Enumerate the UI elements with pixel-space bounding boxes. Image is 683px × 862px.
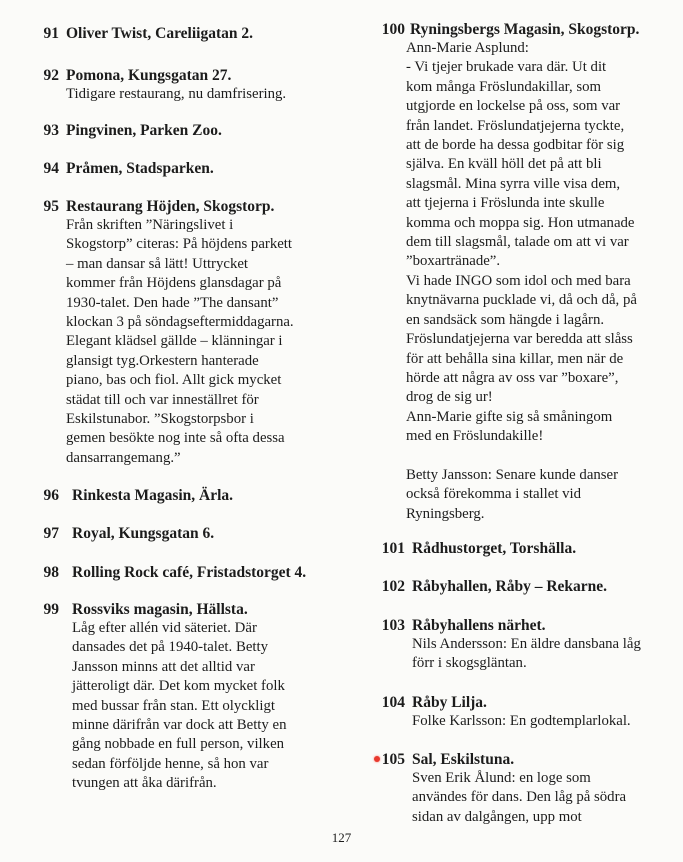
entry-text-line: Folke Karlsson: En godtemplarlokal. — [412, 713, 631, 729]
entry-text-line: Tidigare restaurang, nu damfrisering. — [66, 86, 287, 102]
entry-number: 105 — [381, 751, 405, 768]
entry-number: 104 — [381, 694, 405, 711]
entry-95 — [35, 197, 294, 468]
entry-98 — [35, 563, 306, 582]
entry-text-line: minne därifrån var dock att Betty en — [72, 717, 287, 734]
entry-title: Rolling Rock café, Fristadstorget 4. — [72, 564, 307, 581]
entry-text-line: knytnävarna pucklade vi, då och då, på — [406, 292, 637, 309]
entry-text-line: utgjorde en lockelse på oss, som var — [406, 98, 621, 115]
entry-text-line: Elegant klädsel gällde – klänningar i — [66, 333, 283, 350]
entry-text-line: förr i skogsgläntan. — [412, 655, 527, 672]
entry-number: 97 — [43, 525, 59, 542]
entry-text-line: själva. En kväll höll det på att bli — [406, 156, 602, 173]
entry-text-line: Jansson minns att det alltid var — [72, 658, 255, 675]
entry-title: Pomona, Kungsgatan 27. — [66, 67, 232, 84]
entry-number: 92 — [43, 67, 59, 84]
entry-text-line: Vi hade INGO som idol och med bara — [406, 272, 631, 289]
entry-text-line: att tjejerna i Fröslunda inte skulle — [406, 195, 605, 212]
entry-text-line: för att behålla sina killar, men när de — [406, 350, 624, 367]
entry-title: Oliver Twist, Careliigatan 2. — [66, 25, 253, 42]
entry-title: Rinkesta Magasin, Ärla. — [72, 487, 234, 504]
entry-text-line: – man dansar så lätt! Uttrycket — [66, 255, 249, 272]
entry-text-line: gång nobbade en full person, vilken — [72, 736, 285, 753]
entry-text-line: - Vi tjejer brukade vara där. Ut dit — [406, 59, 607, 76]
entry-text-line: jätteroligt där. Det kom mycket folk — [72, 678, 285, 695]
entry-93 — [35, 121, 222, 140]
entry-92 — [35, 66, 286, 104]
entry-101 — [375, 539, 576, 558]
entry-text-line: glansigt tyg.Orkestern hanterade — [66, 352, 259, 369]
entry-100 — [375, 20, 639, 524]
entry-number: 98 — [43, 564, 59, 581]
entry-number: 101 — [381, 540, 405, 557]
entry-text-line: också förekomma i stallet vid — [406, 486, 582, 503]
entry-text-line: städat till och var inneställret för — [66, 391, 259, 408]
entry-text-line: Skogstorp” citeras: På höjdens parkett — [66, 236, 293, 253]
entry-number: 94 — [43, 160, 59, 177]
entry-text-line: kommer från Höjdens glansdagar på — [66, 275, 282, 292]
entry-number: 93 — [43, 122, 59, 139]
entry-number: 99 — [43, 601, 59, 618]
entry-text-line: sedan förföljde henne, så hon var — [72, 755, 269, 772]
entry-title: Råbyhallens närhet. — [412, 617, 546, 634]
entry-text-line: tvungen att åka därifrån. — [72, 775, 217, 792]
entry-title: Rådhustorget, Torshälla. — [412, 540, 577, 557]
entry-text-line: piano, bas och fiol. Allt gick mycket — [66, 372, 282, 389]
entry-text-line: drog de sig ur! — [406, 389, 493, 406]
entry-title: Sal, Eskilstuna. — [412, 751, 515, 768]
entry-title: Pråmen, Stadsparken. — [66, 160, 214, 177]
entry-text-line: en sandsäck som hängde i lagårn. — [406, 311, 605, 328]
entry-text-line: slagsmål. Mina syrra ville visa dem, — [406, 175, 621, 192]
entry-text-line: gemen besökte nog inte så ofta dessa — [66, 430, 285, 447]
entry-title: Rossviks magasin, Hällsta. — [72, 601, 248, 618]
entry-text-line: med en Fröslundakille! — [406, 428, 544, 445]
entry-94 — [35, 159, 214, 178]
entry-title: Ryningsbergs Magasin, Skogstorp. — [410, 21, 640, 38]
entry-text-line: dansades det på 1940-talet. Betty — [72, 639, 269, 656]
entry-text-line: att de borde ha dessa godbitar för sig — [406, 137, 625, 154]
entry-text-line: Nils Andersson: En äldre dansbana låg — [412, 636, 641, 652]
entry-text-line: kom många Fröslundakillar, som — [406, 78, 602, 95]
entry-number: 91 — [43, 25, 59, 42]
entry-title: Pingvinen, Parken Zoo. — [66, 122, 222, 139]
entry-97 — [35, 524, 214, 543]
entry-text-line: hörde att några av oss var ”boxare”, — [406, 369, 619, 386]
entry-103 — [375, 616, 641, 674]
entry-text-line: Låg efter allén vid säteriet. Där — [72, 620, 257, 636]
entry-number: 100 — [381, 21, 405, 38]
entry-99 — [35, 600, 286, 794]
entry-104 — [375, 693, 631, 731]
entry-title: Råbyhallen, Råby – Rekarne. — [412, 578, 608, 595]
entry-text-line: dansarrangemang.” — [66, 449, 181, 466]
entry-text-line: från landet. Fröslundatjejerna tyckte, — [406, 117, 625, 134]
entry-text-line: 1930-talet. Den hade ”The dansant” — [66, 294, 279, 311]
entry-text-line: Ryningsberg. — [406, 505, 485, 522]
red-marker-dot — [374, 756, 380, 762]
entry-91 — [35, 24, 253, 43]
entry-105 — [375, 750, 626, 827]
entry-title: Restaurang Höjden, Skogstorp. — [66, 198, 275, 215]
entry-102 — [375, 577, 607, 596]
entry-text-line: komma och moppa sig. Hon utmanade — [406, 214, 635, 231]
entry-text-line: sidan av dalgången, upp mot — [412, 808, 582, 825]
entry-text-line: dem till slagsmål, talade om att vi var — [406, 234, 629, 251]
entry-text-line: användes för dans. Den låg på södra — [412, 789, 627, 806]
entry-text-line: ”boxartränade”. — [406, 253, 501, 270]
entry-number: 102 — [381, 578, 405, 595]
entry-title: Råby Lilja. — [412, 694, 487, 711]
entry-text-line: Betty Jansson: Senare kunde danser — [406, 466, 619, 483]
entry-96 — [35, 486, 233, 505]
entry-text-line: Eskilstunabor. ”Skogstorpsbor i — [66, 411, 254, 428]
entry-text-line: Ann-Marie Asplund: — [406, 40, 529, 56]
entry-title: Royal, Kungsgatan 6. — [72, 525, 215, 542]
entry-text-line: Fröslundatjejerna var beredda att slåss — [406, 331, 633, 348]
entry-number: 96 — [43, 487, 59, 504]
blank-line — [406, 447, 639, 466]
entry-text-line: med bussar från stan. Ett olyckligt — [72, 697, 276, 714]
entry-text-line: klockan 3 på söndagseftermiddagarna. — [66, 314, 294, 331]
entry-text-line: Från skriften ”Näringslivet i — [66, 217, 234, 233]
entry-number: 103 — [381, 617, 405, 634]
entry-text-line: Sven Erik Ålund: en loge som — [412, 770, 591, 786]
entry-number: 95 — [43, 198, 59, 215]
page-number: 127 — [331, 830, 352, 845]
entry-text-line: Ann-Marie gifte sig så småningom — [406, 408, 613, 425]
